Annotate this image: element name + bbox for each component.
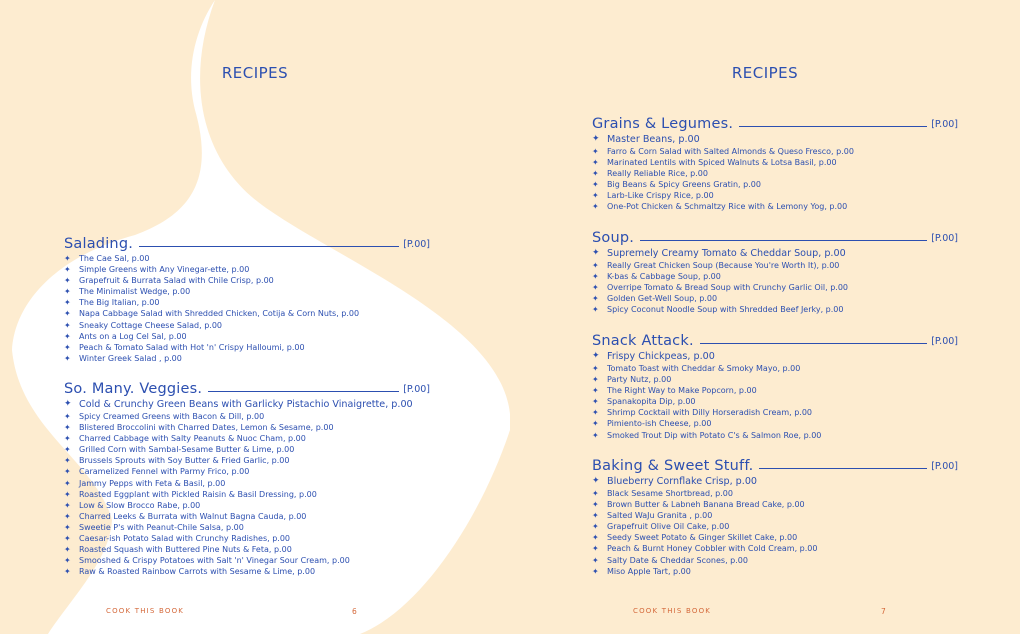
leader-line	[208, 391, 399, 392]
list-item: ✦ Miso Apple Tart, p.00	[592, 566, 691, 576]
section-header	[592, 226, 958, 246]
section-title: Snack Attack.	[592, 333, 694, 349]
star-bullet-icon: ✦	[64, 489, 71, 499]
star-bullet-icon: ✦	[592, 272, 599, 282]
list-item-lead: ✦ Frispy Chickpeas, p.00	[592, 351, 715, 362]
star-bullet-icon: ✦	[592, 294, 599, 304]
list-item: ✦ Brown Butter & Labneh Banana Bread Cake, p.00	[592, 500, 805, 510]
star-bullet-icon: ✦	[592, 544, 599, 554]
list-item: ✦ Charred Leeks & Burrata with Walnut Bagna Cauda, p.00	[64, 511, 307, 521]
list-item: ✦ Raw & Roasted Rainbow Carrots with Sesame & Lime, p.00	[64, 567, 316, 577]
list-item: ✦ Seedy Sweet Potato & Ginger Skillet Cake, p.00	[592, 533, 798, 543]
list-item: ✦ Really Great Chicken Soup (Because You're Worth It), p.00	[592, 261, 840, 270]
star-bullet-icon: ✦	[64, 478, 71, 488]
list-item: ✦ Grapefruit & Burrata Salad with Chile Crisp, p.00	[64, 276, 274, 286]
list-item: ✦ Party Nutz, p.00	[592, 375, 672, 385]
list-item: ✦ Spicy Creamed Greens with Bacon & Dill, p.00	[64, 412, 265, 421]
page-number: 7	[881, 607, 886, 616]
section-page-ref: [P.00]	[403, 239, 430, 250]
star-bullet-icon: ✦	[64, 467, 71, 477]
leader-line	[139, 246, 399, 247]
star-bullet-icon: ✦	[592, 500, 599, 510]
section-baking	[592, 454, 958, 577]
list-item: ✦ Big Beans & Spicy Greens Gratin, p.00	[592, 180, 761, 190]
list-item: ✦ Smooshed & Crispy Potatoes with Salt 'n' Vinegar Sour Cream, p.00	[64, 556, 350, 566]
star-bullet-icon: ✦	[592, 489, 599, 498]
list-item-lead: ✦ Cold & Crunchy Green Beans with Garlicky Pistachio Vinaigrette, p.00	[64, 399, 413, 410]
section-snack-attack	[592, 329, 958, 441]
star-bullet-icon: ✦	[592, 511, 599, 521]
list-item: ✦ Farro & Corn Salad with Salted Almonds & Queso Fresco, p.00	[592, 147, 854, 156]
list-item: ✦ One-Pot Chicken & Schmaltzy Rice with & Lemony Yog, p.00	[592, 202, 848, 212]
star-bullet-icon: ✦	[592, 248, 600, 258]
list-item: ✦ Blistered Broccolini with Charred Dates, Lemon & Sesame, p.00	[64, 423, 334, 433]
star-bullet-icon: ✦	[64, 309, 71, 319]
list-item: ✦ Tomato Toast with Cheddar & Smoky Mayo, p.00	[592, 364, 801, 373]
star-bullet-icon: ✦	[64, 276, 71, 286]
star-bullet-icon: ✦	[64, 456, 71, 466]
footer-book-title: COOK THIS BOOK	[633, 607, 712, 615]
star-bullet-icon: ✦	[592, 364, 599, 373]
star-bullet-icon: ✦	[592, 261, 599, 270]
list-item: ✦ The Big Italian, p.00	[64, 298, 160, 308]
list-item: ✦ The Cae Sal, p.00	[64, 254, 150, 263]
section-header	[592, 454, 958, 474]
star-bullet-icon: ✦	[64, 399, 72, 409]
list-item: ✦ Marinated Lentils with Spiced Walnuts & Lotsa Basil, p.00	[592, 158, 837, 168]
leader-line	[640, 240, 927, 241]
star-bullet-icon: ✦	[592, 555, 599, 565]
star-bullet-icon: ✦	[592, 158, 599, 168]
star-bullet-icon: ✦	[592, 430, 599, 440]
leader-line	[739, 126, 927, 127]
section-page-ref: [P.00]	[931, 336, 958, 347]
list-item: ✦ Caramelized Fennel with Parmy Frico, p.00	[64, 467, 250, 477]
recipe-list	[592, 350, 958, 441]
section-header	[64, 377, 430, 397]
leader-line	[759, 468, 927, 469]
section-page-ref: [P.00]	[931, 119, 958, 130]
section-header	[64, 232, 430, 252]
right-page	[510, 0, 1020, 634]
star-bullet-icon: ✦	[64, 445, 71, 455]
list-item: ✦ Winter Greek Salad , p.00	[64, 353, 182, 363]
page-title: RECIPES	[221, 64, 289, 82]
list-item: ✦ Sneaky Cottage Cheese Salad, p.00	[64, 320, 222, 330]
star-bullet-icon: ✦	[64, 423, 71, 433]
recipe-list	[592, 133, 958, 213]
star-bullet-icon: ✦	[64, 556, 71, 566]
star-bullet-icon: ✦	[64, 434, 71, 444]
section-title: Baking & Sweet Stuff.	[592, 458, 754, 474]
star-bullet-icon: ✦	[592, 202, 599, 212]
list-item: ✦ Grilled Corn with Sambal-Sesame Butter & Lime, p.00	[64, 445, 295, 455]
star-bullet-icon: ✦	[64, 254, 71, 263]
recipe-list	[592, 247, 958, 315]
recipe-list	[64, 398, 430, 577]
star-bullet-icon: ✦	[592, 147, 599, 156]
section-header	[592, 112, 958, 132]
leader-line	[700, 343, 927, 344]
star-bullet-icon: ✦	[64, 265, 71, 275]
list-item: ✦ Napa Cabbage Salad with Shredded Chicken, Cotija & Corn Nuts, p.00	[64, 309, 360, 319]
section-header	[592, 329, 958, 349]
star-bullet-icon: ✦	[64, 298, 71, 308]
section-title: Grains & Legumes.	[592, 116, 734, 132]
list-item: ✦ Caesar-ish Potato Salad with Crunchy Radishes, p.00	[64, 534, 290, 544]
page-number: 6	[352, 607, 357, 616]
section-title: Salading.	[64, 236, 134, 252]
star-bullet-icon: ✦	[592, 397, 599, 407]
list-item-lead: ✦ Blueberry Cornflake Crisp, p.00	[592, 476, 758, 487]
star-bullet-icon: ✦	[64, 500, 71, 510]
list-item: ✦ Overripe Tomato & Bread Soup with Crunchy Garlic Oil, p.00	[592, 283, 849, 293]
star-bullet-icon: ✦	[64, 331, 71, 341]
section-veggies	[64, 377, 430, 577]
list-item: ✦ Low & Slow Brocco Rabe, p.00	[64, 500, 201, 510]
list-item: ✦ Sweetie P's with Peanut-Chile Salsa, p.00	[64, 522, 244, 532]
star-bullet-icon: ✦	[592, 419, 599, 429]
section-grains	[592, 112, 958, 213]
list-item: ✦ Ants on a Log Cel Sal, p.00	[64, 331, 187, 341]
list-item: ✦ Salty Date & Cheddar Scones, p.00	[592, 555, 748, 565]
section-title: So. Many. Veggies.	[64, 381, 203, 397]
list-item: ✦ The Right Way to Make Popcorn, p.00	[592, 386, 757, 396]
star-bullet-icon: ✦	[592, 180, 599, 190]
list-item: ✦ Grapefruit Olive Oil Cake, p.00	[592, 522, 730, 532]
star-bullet-icon: ✦	[64, 534, 71, 544]
list-item: ✦ Peach & Tomato Salad with Hot 'n' Crispy Halloumi, p.00	[64, 342, 305, 352]
list-item: ✦ Black Sesame Shortbread, p.00	[592, 489, 733, 498]
star-bullet-icon: ✦	[592, 476, 600, 486]
star-bullet-icon: ✦	[592, 134, 600, 144]
list-item: ✦ Really Reliable Rice, p.00	[592, 169, 708, 179]
list-item: ✦ Jammy Pepps with Feta & Basil, p.00	[64, 478, 226, 488]
star-bullet-icon: ✦	[64, 287, 71, 297]
section-page-ref: [P.00]	[931, 233, 958, 244]
recipe-list	[64, 253, 430, 364]
star-bullet-icon: ✦	[64, 353, 71, 363]
star-bullet-icon: ✦	[64, 522, 71, 532]
footer-book-title: COOK THIS BOOK	[106, 607, 185, 615]
list-item: ✦ Peach & Burnt Honey Cobbler with Cold Cream, p.00	[592, 544, 818, 554]
star-bullet-icon: ✦	[592, 408, 599, 418]
list-item: ✦ Brussels Sprouts with Soy Butter & Fried Garlic, p.00	[64, 456, 290, 466]
star-bullet-icon: ✦	[64, 320, 71, 330]
section-page-ref: [P.00]	[403, 384, 430, 395]
star-bullet-icon: ✦	[592, 351, 600, 361]
list-item-lead: ✦ Supremely Creamy Tomato & Cheddar Soup, p.00	[592, 248, 846, 259]
star-bullet-icon: ✦	[64, 545, 71, 555]
list-item-lead: ✦ Master Beans, p.00	[592, 134, 700, 145]
list-item: ✦ Salted WaJu Granita , p.00	[592, 511, 713, 521]
section-page-ref: [P.00]	[931, 461, 958, 472]
star-bullet-icon: ✦	[592, 305, 599, 315]
star-bullet-icon: ✦	[592, 386, 599, 396]
list-item: ✦ Simple Greens with Any Vinegar-ette, p.00	[64, 265, 250, 275]
list-item: ✦ Roasted Squash with Buttered Pine Nuts & Feta, p.00	[64, 545, 292, 555]
recipe-list	[592, 475, 958, 577]
list-item: ✦ Shrimp Cocktail with Dilly Horseradish Cream, p.00	[592, 408, 812, 418]
star-bullet-icon: ✦	[64, 511, 71, 521]
section-salading	[64, 232, 430, 364]
list-item: ✦ Golden Get-Well Soup, p.00	[592, 294, 718, 304]
list-item: ✦ Larb-Like Crispy Rice, p.00	[592, 191, 714, 201]
star-bullet-icon: ✦	[592, 566, 599, 576]
list-item: ✦ K-bas & Cabbage Soup, p.00	[592, 272, 721, 282]
list-item: ✦ Pimiento-ish Cheese, p.00	[592, 419, 712, 429]
star-bullet-icon: ✦	[592, 522, 599, 532]
star-bullet-icon: ✦	[592, 169, 599, 179]
list-item: ✦ Spanakopita Dip, p.00	[592, 397, 696, 407]
star-bullet-icon: ✦	[592, 283, 599, 293]
list-item: ✦ Smoked Trout Dip with Potato C's & Salmon Roe, p.00	[592, 430, 822, 440]
list-item: ✦ Roasted Eggplant with Pickled Raisin & Basil Dressing, p.00	[64, 489, 317, 499]
list-item: ✦ Spicy Coconut Noodle Soup with Shredded Beef Jerky, p.00	[592, 305, 844, 315]
star-bullet-icon: ✦	[592, 375, 599, 385]
star-bullet-icon: ✦	[64, 567, 71, 577]
star-bullet-icon: ✦	[592, 533, 599, 543]
star-bullet-icon: ✦	[64, 412, 71, 421]
star-bullet-icon: ✦	[592, 191, 599, 201]
star-bullet-icon: ✦	[64, 342, 71, 352]
section-title: Soup.	[592, 230, 635, 246]
section-soup	[592, 226, 958, 315]
list-item: ✦ Charred Cabbage with Salty Peanuts & Nuoc Cham, p.00	[64, 434, 306, 444]
page-title: RECIPES	[731, 64, 799, 82]
list-item: ✦ The Minimalist Wedge, p.00	[64, 287, 191, 297]
